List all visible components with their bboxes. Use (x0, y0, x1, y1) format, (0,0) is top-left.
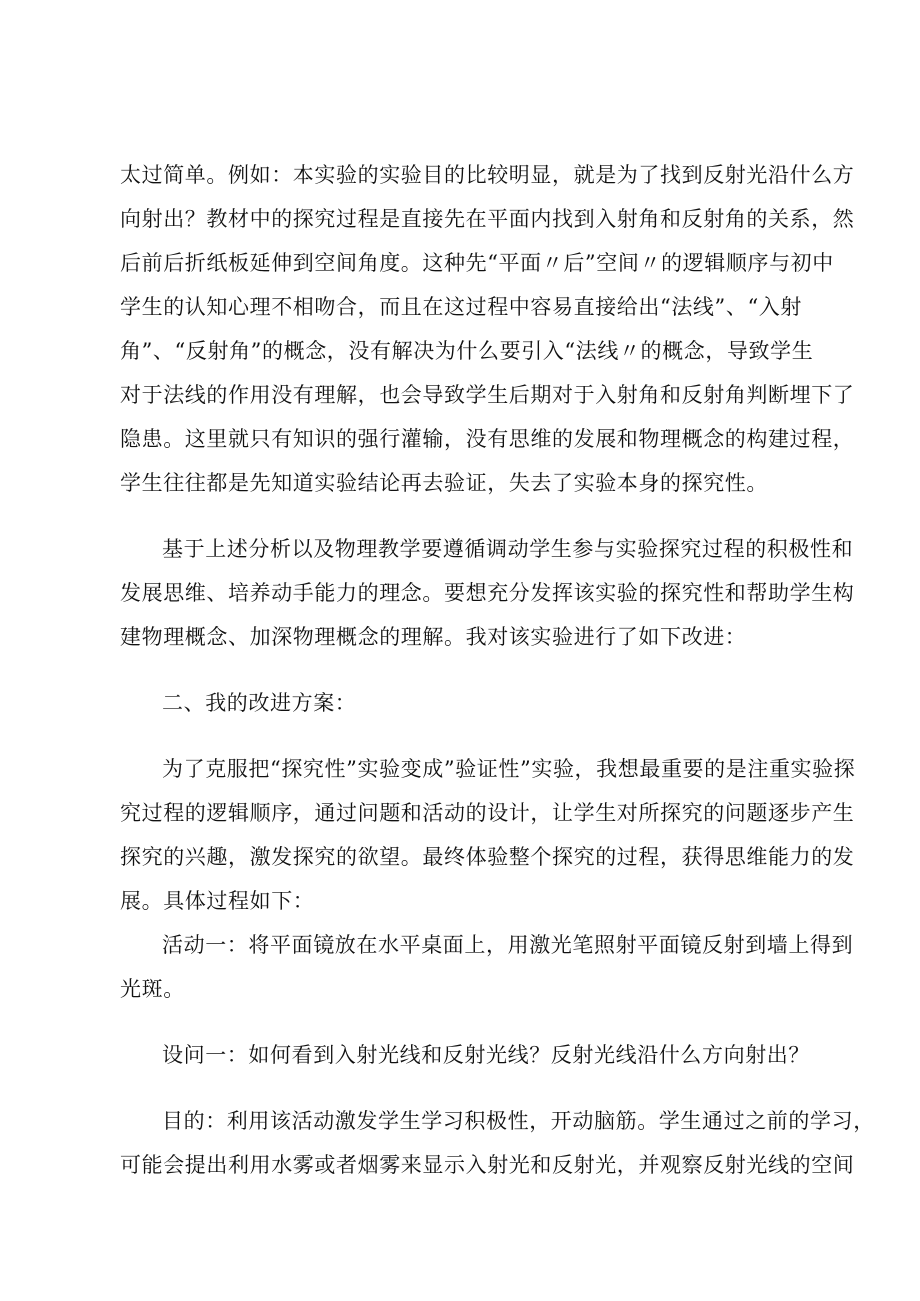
activity-one-line-1: 活动一：将平面镜放在水平桌面上，用激光笔照射平面镜反射到墙上得到 (162, 933, 854, 957)
paragraph-1-line-3: 后前后折纸板延伸到空间角度。这种先“平面〃后”空间〃的逻辑顺序与初中 (120, 251, 834, 275)
paragraph-4-line-4: 展。具体过程如下： (120, 889, 315, 913)
paragraph-2-line-3: 建物理概念、加深物理概念的理解。我对该实验进行了如下改进： (120, 625, 747, 649)
paragraph-1-line-6: 对于法线的作用没有理解，也会导致学生后期对于入射角和反射角判断埋下了 (120, 383, 855, 407)
purpose-line-1: 目的：利用该活动激发学生学习积极性，开动脑筋。学生通过之前的学习， (162, 1109, 875, 1133)
paragraph-4-line-3: 探究的兴趣，激发探究的欲望。最终体验整个探究的过程，获得思维能力的发 (120, 845, 855, 869)
paragraph-2-line-1: 基于上述分析以及物理教学要遵循调动学生参与实验探究过程的积极性和 (162, 537, 854, 561)
paragraph-1-line-5: 角”、“反射角”的概念，没有解决为什么要引入“法线〃的概念，导致学生 (120, 339, 814, 363)
paragraph-1-line-1: 太过简单。例如：本实验的实验目的比较明显，就是为了找到反射光沿什么方 (120, 163, 855, 187)
section-heading: 二、我的改进方案： (162, 691, 357, 715)
activity-one-line-2: 光斑。 (120, 977, 185, 1001)
paragraph-2-line-2: 发展思维、培养动手能力的理念。要想充分发挥该实验的探究性和帮助学生构 (120, 581, 855, 605)
paragraph-1-line-7: 隐患。这里就只有知识的强行灌输，没有思维的发展和物理概念的构建过程， (120, 427, 855, 451)
purpose-line-2: 可能会提出利用水雾或者烟雾来显示入射光和反射光，并观察反射光线的空间 (120, 1153, 855, 1177)
paragraph-1-line-8: 学生往往都是先知道实验结论再去验证，失去了实验本身的探究性。 (120, 471, 768, 495)
paragraph-1-line-2: 向射出？教材中的探究过程是直接先在平面内找到入射角和反射角的关系，然 (120, 207, 855, 231)
question-one: 设问一：如何看到入射光线和反射光线？反射光线沿什么方向射出？ (162, 1043, 810, 1067)
paragraph-4-line-1: 为了克服把“探究性”实验变成”验证性”实验，我想最重要的是注重实验探 (162, 757, 856, 781)
paragraph-4-line-2: 究过程的逻辑顺序，通过问题和活动的设计，让学生对所探究的问题逐步产生 (120, 801, 855, 825)
paragraph-1-line-4: 学生的认知心理不相吻合，而且在这过程中容易直接给出“法线”、“入射 (120, 295, 803, 319)
